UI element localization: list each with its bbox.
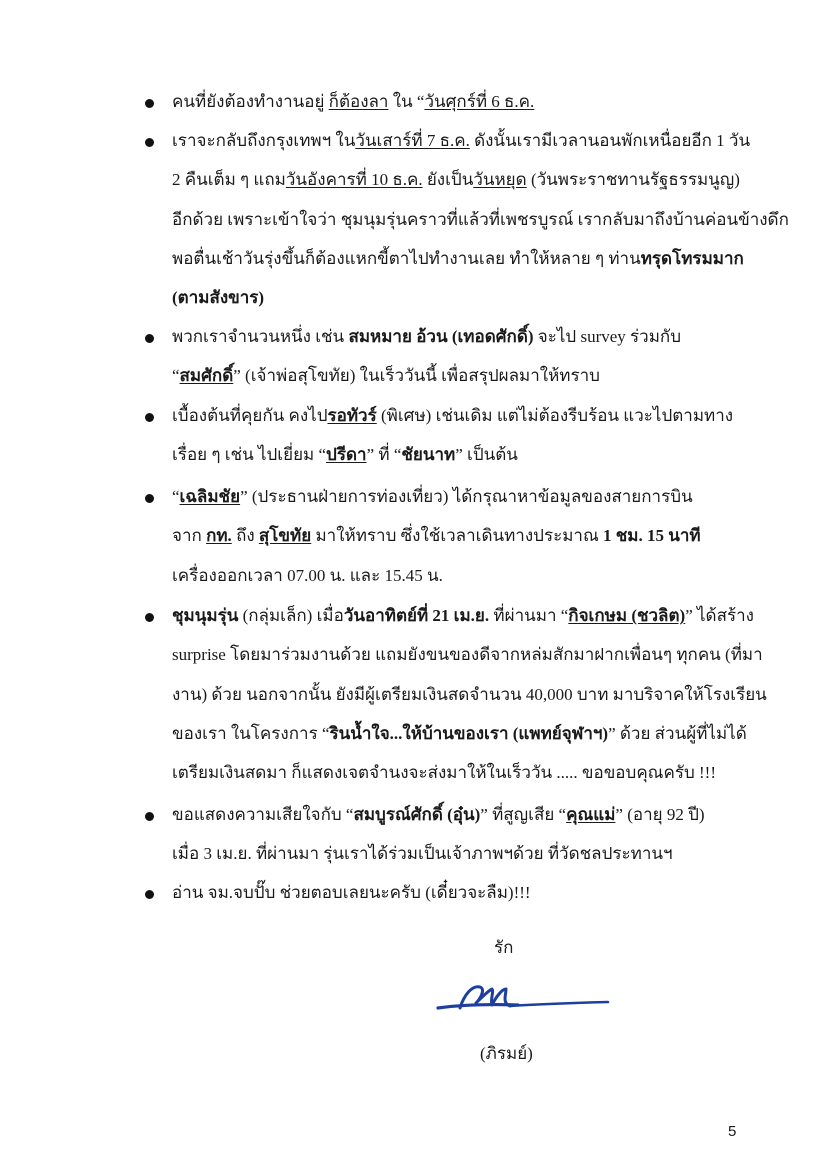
text-line [172, 288, 264, 308]
text-line [172, 883, 531, 903]
text-run [180, 487, 241, 506]
signature-name: (ภิรมย์) [480, 1044, 533, 1063]
bullet-dot [145, 138, 154, 147]
text-run: อ่าน จม.จบปั๊บ ช่วยตอบเลยนะครับ (เดี๋ยวจะลืม)!!! [172, 883, 531, 902]
text-run: สมหมาย อ้วน (เทอดศักดิ์) [348, 327, 534, 346]
text-run: วันเสาร์ที่ 7 ธ.ค. [355, 131, 470, 150]
text-line [172, 92, 534, 112]
text-line [172, 210, 789, 230]
text-run: งาน) ด้วย นอกจากนั้น ยังมีผู้เตรียมเงินสดจำนวน 40,000 บาท มาบริจาคให้โรงเรียน [172, 684, 767, 704]
bullet-dot [145, 494, 154, 503]
text-run: พวกเราจำนวนหนึ่ง เช่น [172, 327, 349, 346]
text-run: ที่ผ่านมา “ [489, 606, 569, 625]
bullet-item-3 [145, 327, 765, 389]
text-run: 1 ชม. 15 นาที [602, 526, 701, 546]
bullet-dot [145, 99, 154, 108]
bullet-dot [145, 812, 154, 821]
text-run [259, 526, 311, 545]
text-line [172, 844, 673, 864]
text-run: อีกด้วย เพราะเข้าใจว่า ชุมนุมรุ่นคราวที่แล้วที่เพชรบูรณ์ เรากลับมาถึงบ้านค่อนข้างดึก [172, 209, 789, 229]
text-run: คุณแม่ [566, 805, 616, 824]
text-run: วันหยุด [473, 170, 527, 190]
text-run: สมศักดิ์ [179, 366, 234, 386]
page-number: 5 [728, 1123, 737, 1140]
text-run: ยังเป็น [422, 170, 474, 190]
bullet-dot [145, 334, 154, 343]
text-run: ” (เจ้าพ่อสุโขทัย) ในเร็ววันนี้ เพื่อสรุปผลมาให้ทราบ [233, 366, 600, 386]
text-run: เมื่อ 3 เม.ย. ที่ผ่านมา รุ่นเราได้ร่วมเป็นเจ้าภาพฯด้วย ที่วัดชลประทานฯ [172, 844, 673, 864]
text-line [172, 645, 763, 665]
bullet-dot [145, 613, 154, 622]
bullet-dot [145, 413, 154, 422]
text-run: สุโขทัย [258, 526, 312, 546]
text-line [172, 406, 733, 426]
text-run: จะไป survey ร่วมกับ [533, 327, 682, 346]
text-run [326, 445, 367, 464]
bullet-item-1 [145, 92, 765, 116]
text-run [566, 805, 615, 824]
text-run [180, 366, 234, 385]
text-run: เตรียมเงินสดมา ก็แสดงเจตจำนงจะส่งมาให้ในเร็ววัน ..... ขอขอบคุณครับ !!! [172, 763, 716, 783]
text-run: ก็ต้องลา [328, 92, 389, 111]
text-run: เรื่อย ๆ เช่น ไปเยี่ยม “ [172, 445, 327, 465]
text-line [172, 249, 744, 269]
text-run: เครื่องออกเวลา 07.00 น. และ 15.45 น. [172, 565, 443, 585]
bullet-dot [145, 890, 154, 899]
text-run: ” (อายุ 92 ปี) [615, 805, 705, 824]
text-run: “ [172, 487, 180, 506]
text-run: “ [172, 366, 180, 386]
text-line [172, 566, 443, 586]
text-run: ขอแสดงความเสียใจกับ “ [172, 805, 354, 824]
text-run: surprise โดยมาร่วมงานด้วย แถมยังขนของดีจากหล่มสักมาฝากเพื่อนๆ ทุกคน (ที่มา [172, 645, 763, 665]
closing-word: รัก [494, 938, 514, 957]
text-run: เบื้องต้นที่คุยกัน คงไป [172, 406, 328, 425]
text-run: ” ได้สร้าง [685, 606, 754, 625]
text-run: ชัยนาท [401, 445, 456, 465]
text-run: (ตามสังขาร) [172, 288, 265, 308]
text-line [172, 805, 705, 825]
text-run: จาก [172, 526, 207, 546]
text-run: วันอังคารที่ 10 ธ.ค. [285, 170, 423, 190]
text-run: วันศุกร์ที่ 6 ธ.ค. [424, 92, 535, 111]
text-line [172, 526, 701, 546]
text-run: (พิเศษ) เช่นเดิม แต่ไม่ต้องรีบร้อน แวะไปตามทาง [376, 406, 734, 425]
text-run: ถึง [231, 526, 259, 546]
text-run: 2 คืนเต็ม ๆ แถม [172, 170, 286, 190]
text-run: (วันพระราชทานรัฐธรรมนูญ) [526, 170, 740, 190]
text-line [172, 487, 693, 507]
text-run: ของเรา ในโครงการ “ [172, 723, 330, 743]
text-run: ดังนั้นเรามีเวลานอนพักเหนื่อยอีก 1 วัน [469, 131, 751, 150]
text-run: สมบูรณ์ศักดิ์ (อุ๋น) [353, 805, 481, 824]
text-run [206, 526, 232, 545]
bullet-item-2 [145, 131, 789, 311]
text-run: กิจเกษม (ชวลิต) [568, 606, 686, 625]
text-run: ปรีดา [326, 445, 367, 465]
text-line [172, 170, 740, 190]
text-line [172, 724, 747, 744]
text-run: รอทัวร์ [327, 406, 377, 425]
text-run: ” ที่สูญเสีย “ [480, 805, 567, 824]
text-line [172, 327, 681, 347]
text-line [172, 763, 716, 783]
bullet-item-5 [145, 487, 765, 587]
text-line [172, 685, 767, 705]
bullet-item-8 [145, 883, 765, 907]
text-run: (กลุ่มเล็ก) เมื่อ [238, 606, 344, 625]
text-run: กท. [206, 526, 232, 546]
text-run: เราจะกลับถึงกรุงเทพฯ ใน [172, 131, 356, 150]
text-run: ” ที่ “ [366, 445, 402, 465]
text-run: รินน้ำใจ...ให้บ้านของเรา (แพทย์จุฬาฯ) [329, 723, 609, 743]
text-run [328, 406, 377, 425]
text-run: ทรุดโทรมมาก [640, 248, 744, 268]
text-line [172, 131, 750, 151]
text-run [568, 606, 685, 625]
bullet-item-6 [145, 606, 765, 786]
text-run: คนที่ยังต้องทำงานอยู่ [172, 92, 329, 111]
bullet-item-7 [145, 805, 765, 867]
text-line [172, 445, 518, 465]
text-run: เฉลิมชัย [179, 487, 241, 506]
text-run: ” (ประธานฝ่ายการท่องเที่ยว) ได้กรุณาหาข้อมูลของสายการบิน [240, 487, 693, 506]
text-run: ใน “ [388, 92, 425, 111]
text-line [172, 366, 600, 386]
text-run: มาให้ทราบ ซึ่งใช้เวลาเดินทางประมาณ [311, 526, 603, 546]
text-run: พอตื่นเช้าวันรุ่งขึ้นก็ต้องแหกขี้ตาไปทำงานเลย ทำให้หลาย ๆ ท่าน [172, 248, 641, 268]
text-run: วันอาทิตย์ที่ 21 เม.ย. [343, 606, 490, 625]
text-run: ชุมนุมรุ่น [172, 606, 239, 625]
text-line [172, 606, 754, 626]
text-run: ” เป็นต้น [455, 445, 518, 465]
bullet-item-4 [145, 406, 765, 468]
text-run: ” ด้วย ส่วนผู้ที่ไม่ได้ [608, 723, 747, 743]
handwritten-signature [430, 975, 620, 1025]
